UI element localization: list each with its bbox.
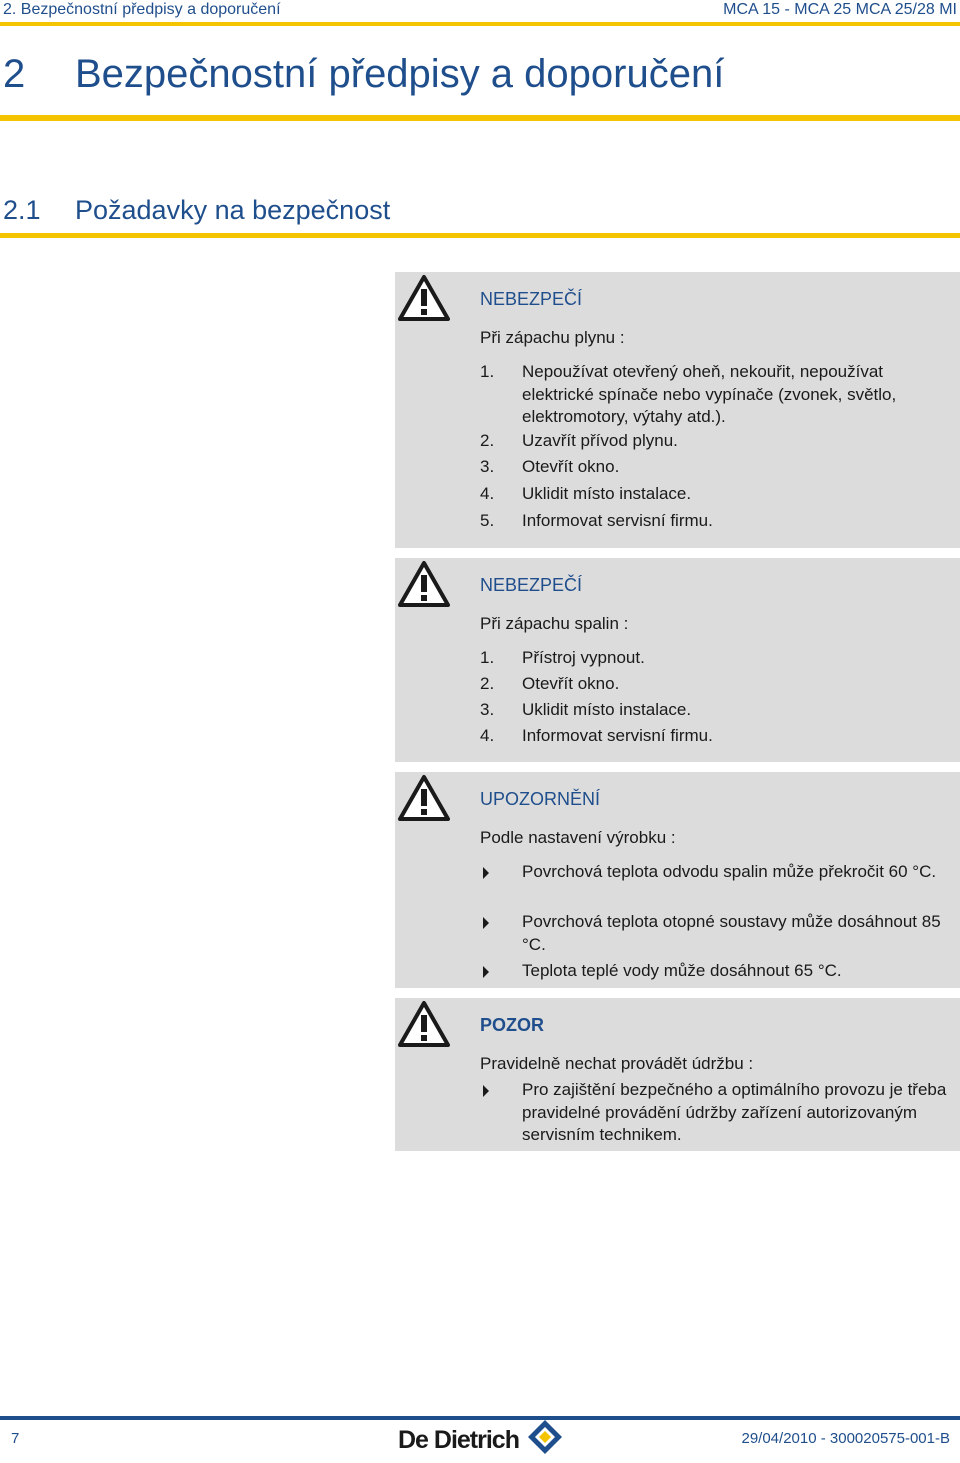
brand-name: De Dietrich xyxy=(398,1426,519,1454)
chapter-rule xyxy=(0,115,960,121)
section-heading xyxy=(3,195,390,226)
danger-box-gas xyxy=(395,272,960,548)
box-title: NEBEZPEČÍ xyxy=(480,289,583,309)
document-reference: 29/04/2010 - 300020575-001-B xyxy=(741,1430,950,1447)
list-item: 4. Informovat servisní firmu. xyxy=(480,726,713,745)
chapter-heading xyxy=(3,52,724,97)
caution-box-temperature xyxy=(395,772,960,988)
list-item: Povrchová teplota otopné soustavy může dosáhnout 85 °C. xyxy=(480,911,950,956)
section-rule xyxy=(0,233,960,238)
chapter-number: 2 xyxy=(3,52,26,96)
page-number: 7 xyxy=(11,1430,20,1447)
list-item: 2. Otevřít okno. xyxy=(480,674,620,693)
box-intro: Při zápachu plynu : xyxy=(480,328,625,347)
bullet-arrow-icon xyxy=(483,917,489,929)
running-section-title: 2. Bezpečnostní předpisy a doporučení xyxy=(3,1,281,18)
danger-box-flue xyxy=(395,558,960,762)
list-item: 5. Informovat servisní firmu. xyxy=(480,511,713,530)
list-item: 3. Uklidit místo instalace. xyxy=(480,700,692,719)
section-title: Požadavky na bezpečnost xyxy=(75,195,391,225)
list-item: Povrchová teplota odvodu spalin může překročit 60 °C. xyxy=(480,861,950,884)
box-intro: Při zápachu spalin : xyxy=(480,614,629,633)
caution-box-maintenance xyxy=(395,998,960,1151)
section-number: 2.1 xyxy=(3,195,41,225)
box-intro: Podle nastavení výrobku : xyxy=(480,828,676,847)
page-header xyxy=(0,0,960,22)
warning-triangle-icon xyxy=(398,274,450,322)
list-item: 1. Přístroj vypnout. xyxy=(480,648,645,667)
list-item: Pro zajištění bezpečného a optimálního provozu je třeba pravidelné provádění údržby zařízení autorizovaným servisním technikem. xyxy=(480,1079,950,1147)
running-model-title: MCA 15 - MCA 25 MCA 25/28 MI xyxy=(723,1,957,18)
box-title: POZOR xyxy=(480,1015,545,1035)
warning-triangle-icon xyxy=(398,1000,450,1048)
box-title: UPOZORNĚNÍ xyxy=(480,789,601,809)
warning-triangle-icon xyxy=(398,774,450,822)
list-item: Teplota teplé vody může dosáhnout 65 °C. xyxy=(480,960,950,983)
list-item: 1. Nepoužívat otevřený oheň, nekouřit, nepoužívat elektrické spínače nebo vypínače (zvonek, světlo, elektromotory, výtahy atd.). xyxy=(480,362,897,426)
box-intro: Pravidelně nechat provádět údržbu : xyxy=(480,1054,754,1073)
list-item: 3. Otevřít okno. xyxy=(480,457,620,476)
brand-logo-icon xyxy=(396,1418,566,1458)
bullet-arrow-icon xyxy=(483,867,489,879)
bullet-arrow-icon xyxy=(483,966,489,978)
box-title: NEBEZPEČÍ xyxy=(480,575,583,595)
warning-triangle-icon xyxy=(398,560,450,608)
list-item: 2. Uzavřít přívod plynu. xyxy=(480,431,678,450)
de-dietrich-logo xyxy=(396,1418,566,1458)
header-rule xyxy=(0,22,960,26)
list-item: 4. Uklidit místo instalace. xyxy=(480,484,692,503)
chapter-title: Bezpečnostní předpisy a doporučení xyxy=(75,52,725,96)
bullet-arrow-icon xyxy=(483,1085,489,1097)
